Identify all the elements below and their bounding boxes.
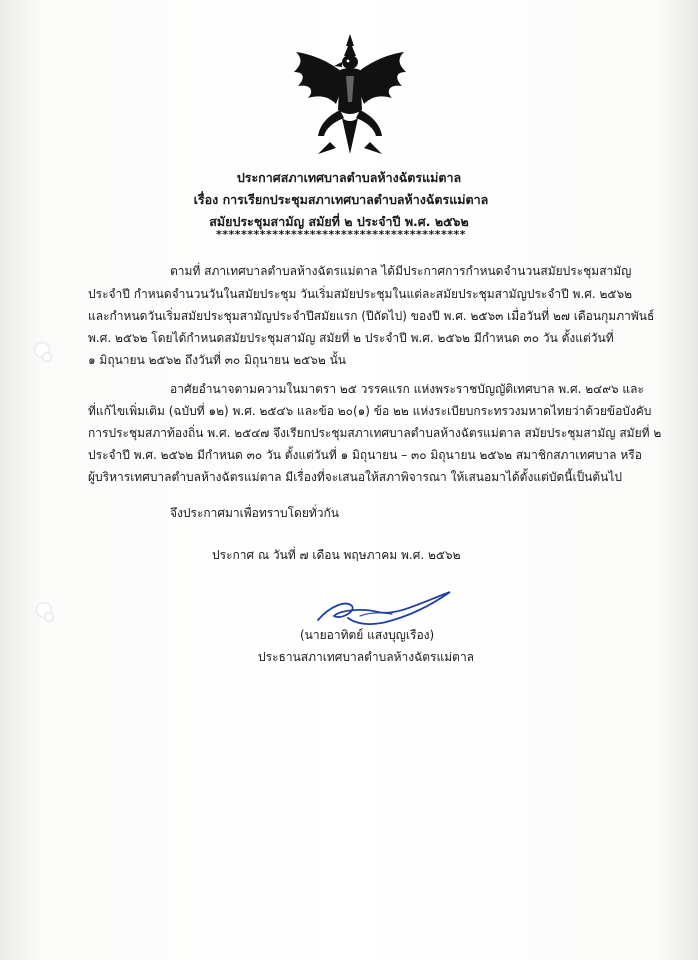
garuda-emblem-icon — [290, 32, 410, 160]
paragraph-2-line: ประจำปี พ.ศ. ๒๕๖๒ มีกำหนด ๓๐ วัน ตั้งแต่วันที่ ๑ มิถุนายน – ๓๐ มิถุนายน ๒๕๖๒ สมาชิกสภาเทศบาล หรือ — [88, 448, 642, 462]
paragraph-1-line: ๑ มิถุนายน ๒๕๖๒ ถึงวันที่ ๓๐ มิถุนายน ๒๕๖๒ นั้น — [88, 353, 346, 367]
paragraph-1-line: ประจำปี กำหนดจำนวนวันในสมัยประชุม วันเริ่มสมัยประชุมในแต่ละสมัยประชุมสามัญประจำปี พ.ศ. ๒๕๖๒ — [88, 287, 633, 301]
heading-office: ประกาศสภาเทศบาลตำบลห้างฉัตรแม่ตาล — [236, 170, 462, 185]
announcement-date: ประกาศ ณ วันที่ ๗ เดือน พฤษภาคม พ.ศ. ๒๕๖๒ — [212, 548, 461, 562]
punch-hole — [44, 612, 54, 622]
paragraph-1-line: พ.ศ. ๒๕๖๒ โดยได้กำหนดสมัยประชุมสามัญ สมัยที่ ๒ ประจำปี พ.ศ. ๒๕๖๒ มีกำหนด ๓๐ วัน ตั้งแต่วันที่ — [88, 331, 614, 345]
paragraph-2-line: ที่แก้ไขเพิ่มเติม (ฉบับที่ ๑๒) พ.ศ. ๒๕๔๖ และข้อ ๒๐(๑) ข้อ ๒๒ แห่งระเบียบกระทรวงมหาดไทยว่าด้วยข้อบังคับ — [88, 404, 652, 418]
closing-statement: จึงประกาศมาเพื่อทราบโดยทั่วกัน — [170, 506, 339, 520]
signatory-name: (นายอาทิตย์ แสงบุญเรือง) — [300, 628, 435, 642]
paragraph-1-line: และกำหนดวันเริ่มสมัยประชุมสามัญประจำปีสมัยแรก (ปีถัดไป) ของปี พ.ศ. ๒๕๖๓ เมื่อวันที่ ๒๗ เดือนกุมภาพันธ์ — [88, 309, 655, 323]
paragraph-1-line: ตามที่ สภาเทศบาลตำบลห้างฉัตรแม่ตาล ได้มีประกาศการกำหนดจำนวนสมัยประชุมสามัญ — [170, 264, 632, 278]
paragraph-2-line: การประชุมสภาท้องถิ่น พ.ศ. ๒๕๔๗ จึงเรียกประชุมสภาเทศบาลตำบลห้างฉัตรแม่ตาล สมัยประชุมสามัญ สมัยที่ ๒ — [88, 426, 662, 440]
paragraph-2-line: ผู้บริหารเทศบาลตำบลห้างฉัตรแม่ตาล มีเรื่องที่จะเสนอให้สภาพิจารณา ให้เสนอมาได้ตั้งแต่บัดนี้เป็นต้นไป — [88, 470, 623, 484]
heading-divider: **************************************** — [215, 228, 467, 241]
punch-hole — [42, 352, 52, 362]
heading-subject: เรื่อง การเรียกประชุมสภาเทศบาลตำบลห้างฉัตรแม่ตาล — [193, 192, 489, 207]
heading-session: สมัยประชุมสามัญ สมัยที่ ๒ ประจำปี พ.ศ. ๒๕๖๒ — [209, 214, 469, 229]
paragraph-2-line: อาศัยอำนาจตามความในมาตรา ๒๕ วรรคแรก แห่งพระราชบัญญัติเทศบาล พ.ศ. ๒๔๙๖ และ — [170, 382, 644, 396]
signatory-position: ประธานสภาเทศบาลตำบลห้างฉัตรแม่ตาล — [258, 650, 475, 664]
